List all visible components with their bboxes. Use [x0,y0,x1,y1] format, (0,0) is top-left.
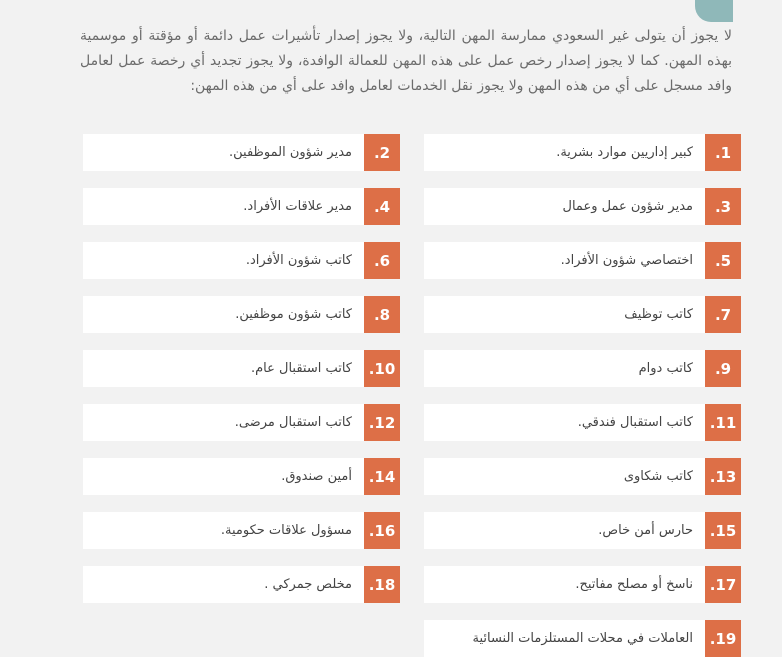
list-item [424,620,741,657]
item-label: كاتب استقبال عام. [83,350,364,387]
item-number: 19. [705,620,741,657]
intro-paragraph: لا يجوز أن يتولى غير السعودي ممارسة المهن التالية، ولا يجوز إصدار تأشيرات عمل دائمة أو مؤقتة أو موسمية بهذه المهن. كما لا يجوز إصدار رخص عمل على هذه المهن للعمالة الوافدة، ولا يجوز تجديد أي رخصة عمل لعامل وافد مسجل على أي من هذه المهن ولا يجوز نقل الخدمات لعامل وافد على أي من هذه المهن: [80,28,732,94]
list-item [83,242,400,279]
list-item [424,296,741,333]
list-item [83,188,400,225]
item-label: كاتب شؤون موظفين. [83,296,364,333]
list-item [424,458,741,495]
item-label: اختصاصي شؤون الأفراد. [424,242,705,279]
item-label: مخلص جمركي . [83,566,364,603]
item-label: حارس أمن خاص. [424,512,705,549]
item-number: 7. [705,296,741,333]
item-label: كبير إداريين موارد بشرية. [424,134,705,171]
list-item [424,350,741,387]
list-item [83,458,400,495]
item-number: 6. [364,242,400,279]
item-label: كاتب شؤون الأفراد. [83,242,364,279]
item-number: 10. [364,350,400,387]
item-number: 12. [364,404,400,441]
list-item [424,566,741,603]
corner-decoration [695,0,733,22]
list-item [83,512,400,549]
item-label: العاملات في محلات المستلزمات النسائية [424,620,705,657]
item-number: 11. [705,404,741,441]
item-label: كاتب استقبال فندقي. [424,404,705,441]
list-item [424,188,741,225]
list-item [424,512,741,549]
item-label: كاتب استقبال مرضى. [83,404,364,441]
list-item [83,296,400,333]
list-item [424,404,741,441]
list-item [83,404,400,441]
item-number: 2. [364,134,400,171]
item-label: مسؤول علاقات حكومية. [83,512,364,549]
list-item [83,350,400,387]
item-label: كاتب توظيف [424,296,705,333]
item-label: مدير شؤون الموظفين. [83,134,364,171]
item-number: 3. [705,188,741,225]
item-label: مدير علاقات الأفراد. [83,188,364,225]
item-label: مدير شؤون عمل وعمال [424,188,705,225]
list-item [424,242,741,279]
item-number: 8. [364,296,400,333]
professions-list [83,134,741,657]
item-number: 13. [705,458,741,495]
item-number: 4. [364,188,400,225]
item-number: 18. [364,566,400,603]
item-number: 14. [364,458,400,495]
list-item [83,566,400,603]
item-number: 16. [364,512,400,549]
item-label: أمين صندوق. [83,458,364,495]
item-label: ناسخ أو مصلح مفاتيح. [424,566,705,603]
item-label: كاتب شكاوى [424,458,705,495]
item-number: 9. [705,350,741,387]
item-number: 1. [705,134,741,171]
list-item [424,134,741,171]
item-number: 5. [705,242,741,279]
list-item [83,134,400,171]
item-label: كاتب دوام [424,350,705,387]
item-number: 17. [705,566,741,603]
item-number: 15. [705,512,741,549]
